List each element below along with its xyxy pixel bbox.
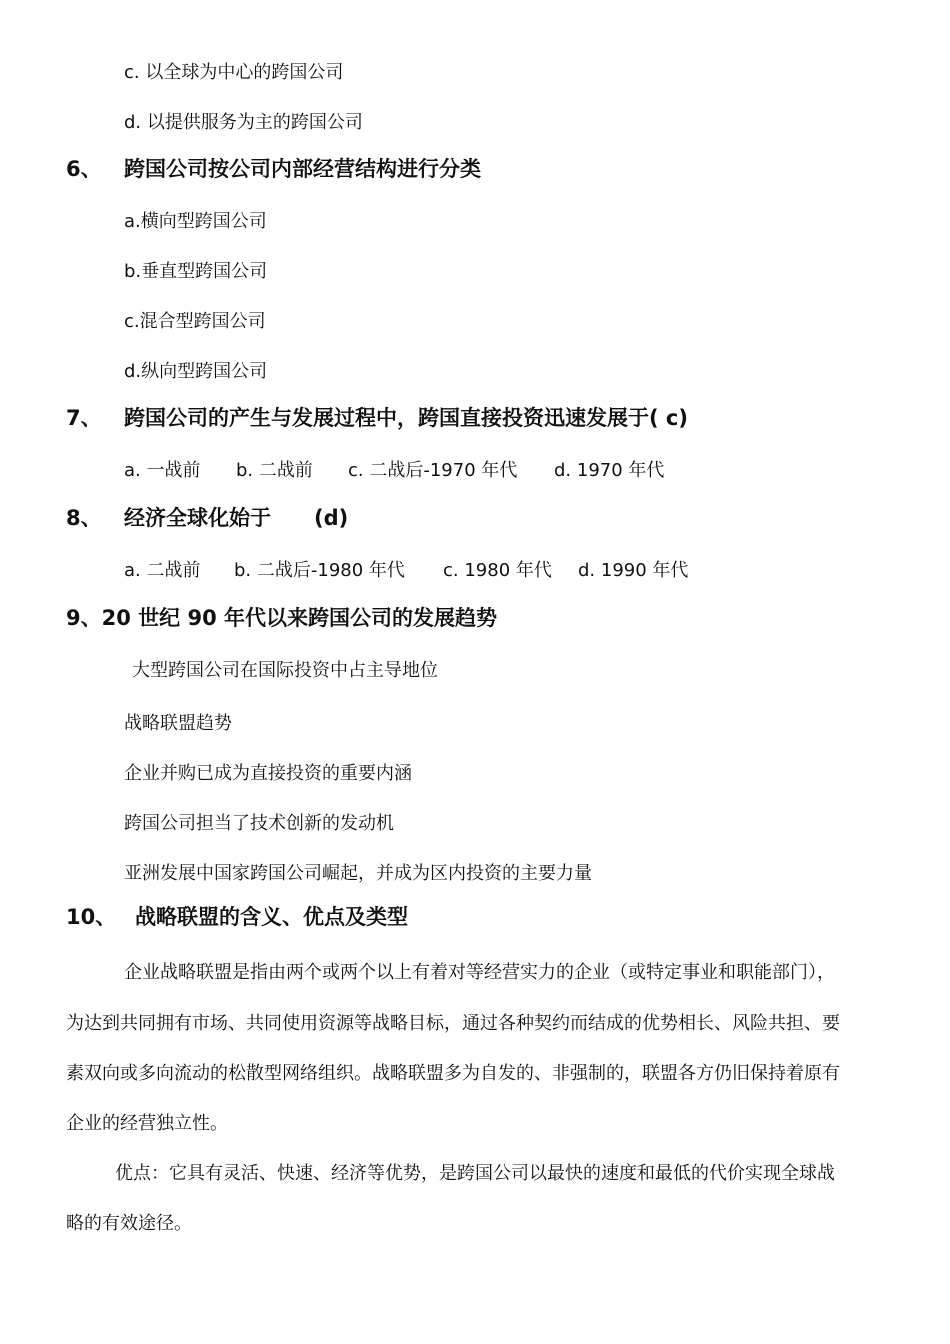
q10-paragraph-line: 企业战略联盟是指由两个或两个以上有着对等经营实力的企业（或特定事业和职能部门），	[124, 962, 835, 983]
q10-paragraph-line: 企业的经营独立性。	[66, 1113, 228, 1134]
q8-answer: (d)	[314, 506, 349, 530]
q10-paragraph-line: 为达到共同拥有市场、共同使用资源等战略目标，通过各种契约而结成的优势相长、风险共担、要	[66, 1013, 840, 1034]
q10-title: 战略联盟的含义、优点及类型	[135, 905, 408, 929]
q9-item: 亚洲发展中国家跨国公司崛起，并成为区内投资的主要力量	[124, 863, 592, 884]
q8-option-b: b. 二战后-1980 年代	[234, 560, 405, 581]
q6-option-b: b.垂直型跨国公司	[124, 261, 268, 282]
q8-option-d: d. 1990 年代	[578, 560, 689, 581]
q7-option-b: b. 二战前	[236, 460, 313, 481]
q9-item: 大型跨国公司在国际投资中占主导地位	[132, 660, 438, 681]
q10-advantage-line: 优点：它具有灵活、快速、经济等优势，是跨国公司以最快的速度和最低的代价实现全球战	[115, 1163, 835, 1184]
q9-item: 战略联盟趋势	[124, 713, 232, 734]
q10-paragraph-line: 素双向或多向流动的松散型网络组织。战略联盟多为自发的、非强制的，联盟各方仍旧保持着原有	[66, 1063, 840, 1084]
q8-number: 8、	[66, 506, 102, 530]
q10-number: 10、	[66, 905, 117, 929]
q6-option-c: c.混合型跨国公司	[124, 311, 266, 332]
q8-option-a: a. 二战前	[124, 560, 201, 581]
q8-option-c: c. 1980 年代	[443, 560, 552, 581]
q9-item: 跨国公司担当了技术创新的发动机	[124, 813, 394, 834]
q6-number: 6、	[66, 157, 102, 181]
q6-option-a: a.横向型跨国公司	[124, 211, 267, 232]
q8-title: 经济全球化始于	[124, 506, 271, 530]
q6-title: 跨国公司按公司内部经营结构进行分类	[124, 157, 481, 181]
q5-option-c: c. 以全球为中心的跨国公司	[124, 62, 344, 83]
q10-advantage-line: 略的有效途径。	[66, 1213, 192, 1234]
q7-title: 跨国公司的产生与发展过程中，跨国直接投资迅速发展于( c)	[124, 406, 688, 430]
q7-option-c: c. 二战后-1970 年代	[348, 460, 518, 481]
q7-number: 7、	[66, 406, 102, 430]
q7-option-d: d. 1970 年代	[554, 460, 665, 481]
q9-title: 9、20 世纪 90 年代以来跨国公司的发展趋势	[66, 606, 497, 630]
q5-option-d: d. 以提供服务为主的跨国公司	[124, 112, 363, 133]
q7-option-a: a. 一战前	[124, 460, 201, 481]
q9-item: 企业并购已成为直接投资的重要内涵	[124, 763, 412, 784]
q6-option-d: d.纵向型跨国公司	[124, 361, 268, 382]
